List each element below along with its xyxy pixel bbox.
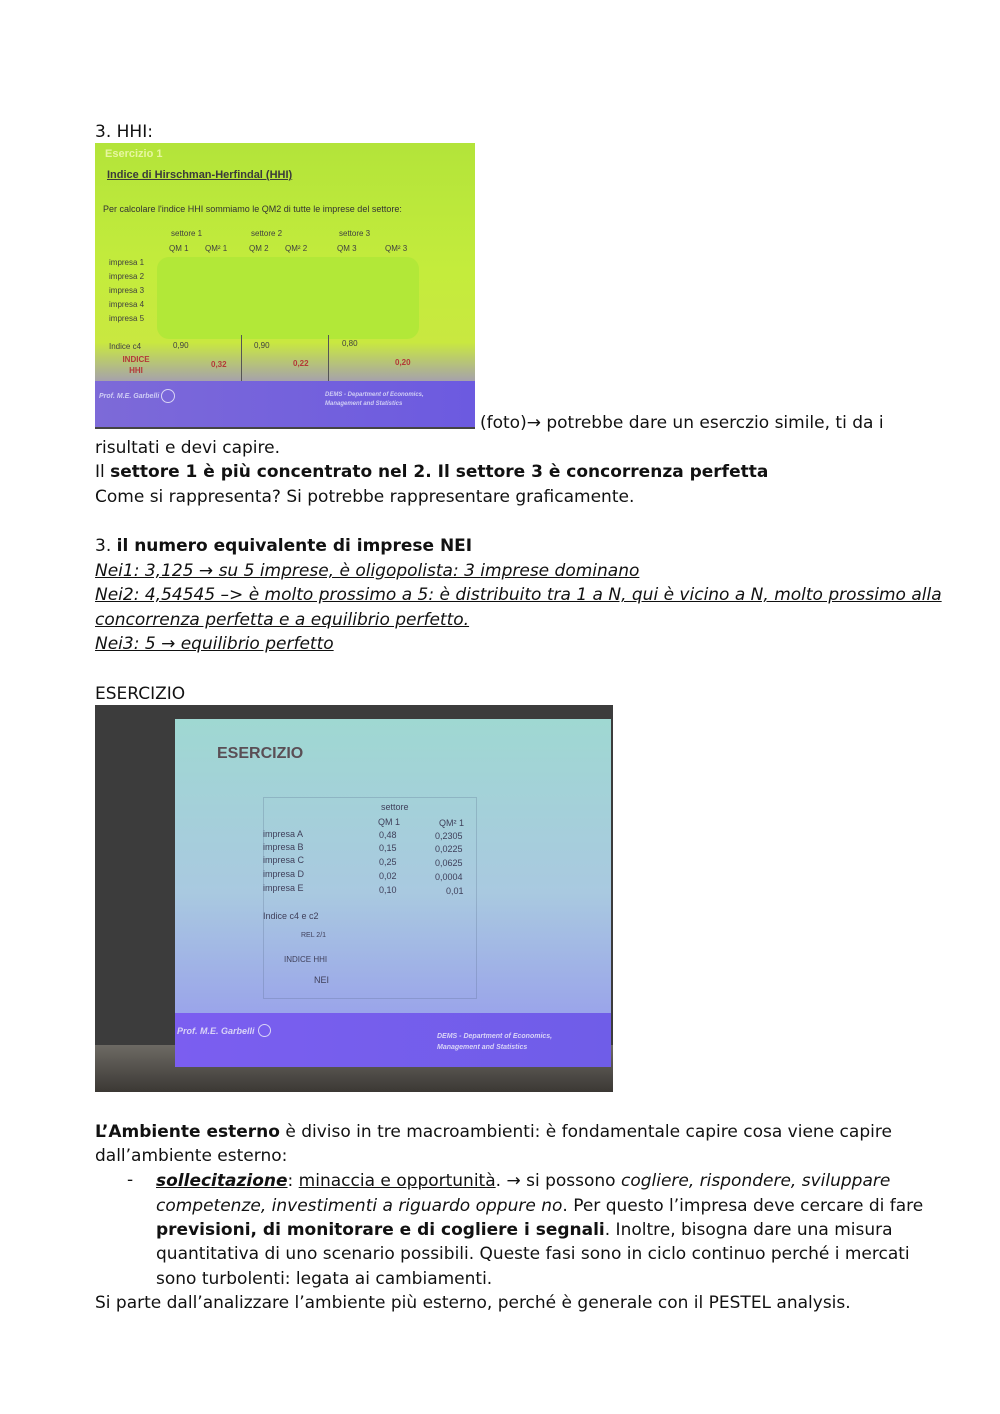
- bullet-line-1: [156, 1169, 890, 1193]
- competenze-text: competenze, investimenti a riguardo oppure no: [156, 1196, 563, 1216]
- sector-label: settore 3: [339, 229, 371, 238]
- column-divider: [241, 335, 242, 381]
- hhi-value: 0,32: [211, 360, 227, 369]
- qm-value: 0,25: [379, 857, 397, 867]
- column-header: QM 1: [169, 244, 189, 253]
- slide-description: Per calcolare l'indice HHI sommiamo le QM2 di tutte le imprese del settore:: [103, 204, 402, 214]
- nei-heading: il numero equivalente di imprese NEI: [116, 536, 473, 556]
- slide-exercise-label: Esercizio 1: [105, 148, 163, 160]
- cogliere-text: cogliere, rispondere, sviluppare: [620, 1171, 891, 1191]
- nei-prefix: 3.: [95, 536, 117, 556]
- bullet-line-3: [156, 1218, 893, 1242]
- nei2-line-continued: concorrenza perfetta e a equilibrio perfetto.: [95, 610, 470, 630]
- qm2-value: 0,2305: [435, 831, 463, 841]
- nei-label: NEI: [314, 975, 330, 985]
- hhi-value: 0,20: [395, 358, 411, 367]
- colon: :: [287, 1171, 299, 1191]
- c4-value: 0,80: [342, 339, 358, 348]
- heading-esercizio: ESERCIZIO: [95, 684, 186, 704]
- row-label: impresa D: [263, 869, 305, 879]
- sector-label: settore 2: [251, 229, 283, 238]
- slide-title: ESERCIZIO: [217, 745, 304, 762]
- row-label: impresa A: [263, 829, 304, 839]
- column-header: QM 3: [337, 244, 357, 253]
- slide-footer-department: DEMS - Department of Economics, Management and Statistics: [325, 392, 424, 407]
- c4-value: 0,90: [254, 341, 270, 350]
- bullet-line-2-rest: . Per questo l’impresa deve cercare di fare: [562, 1196, 924, 1216]
- slide-footer-author: Prof. M.E. Garbelli: [99, 393, 160, 400]
- nei1-line: Nei1: 3,125 → su 5 imprese, è oligopolista: 3 imprese dominano: [95, 561, 640, 581]
- qm2-value: 0,0625: [435, 858, 463, 868]
- nei2-line: Nei2: 4,54545 –> è molto prossimo a 5: è distribuito tra 1 a N, qui è vicino a N, molto prossimo alla: [95, 585, 942, 605]
- slide-title: Indice di Hirschman-Herfindal (HHI): [107, 169, 293, 181]
- rel-label: REL 2/1: [301, 932, 327, 939]
- logo-icon: [258, 1024, 271, 1037]
- column-header: QM² 2: [285, 244, 308, 253]
- sector-header: settore: [381, 802, 409, 812]
- row-label: impresa B: [263, 842, 304, 852]
- hhi-value: 0,22: [293, 359, 309, 368]
- row-label: impresa 3: [109, 286, 145, 295]
- text-results: risultati e devi capire.: [95, 438, 280, 458]
- qm-value: 0,15: [379, 843, 397, 853]
- text-rappresenta: Come si rappresenta? Si potrebbe rappresentare graficamente.: [95, 487, 635, 507]
- column-header: QM² 1: [439, 818, 465, 828]
- bullet-line-2: [156, 1194, 923, 1218]
- column-header: QM² 1: [205, 244, 228, 253]
- row-label: impresa E: [263, 883, 304, 893]
- logo-icon: [161, 389, 175, 403]
- minaccia-term: minaccia e opportunità: [298, 1171, 496, 1191]
- row-label: impresa 2: [109, 272, 145, 281]
- sector-label: settore 1: [171, 229, 203, 238]
- ambiente-rest: è diviso in tre macroambienti: è fondamentale capire cosa viene capire: [279, 1122, 892, 1142]
- column-header: QM 2: [249, 244, 269, 253]
- row-label: impresa C: [263, 855, 305, 865]
- row-label: impresa 4: [109, 300, 145, 309]
- ambiente-line-2: dall’ambiente esterno:: [95, 1146, 288, 1166]
- heading-nei: [95, 534, 472, 558]
- column-divider: [328, 335, 329, 381]
- indice-hhi-label: INDICE HHI: [122, 355, 150, 375]
- bullet-dash: -: [127, 1170, 134, 1190]
- qm-value: 0,02: [379, 871, 397, 881]
- indice-hhi-label: INDICE HHI: [284, 955, 328, 964]
- heading-hhi: 3. HHI:: [95, 122, 153, 142]
- slide-photo-hhi: [95, 143, 475, 428]
- qm2-value: 0,0004: [435, 872, 463, 882]
- qm-value: 0,48: [379, 830, 397, 840]
- qm2-value: 0,01: [446, 886, 464, 896]
- text-sector-bold: settore 1 è più concentrato nel 2. Il settore 3 è concorrenza perfetta: [110, 462, 769, 482]
- bullet-line-3-rest: . Inoltre, bisogna dare una misura: [604, 1220, 893, 1240]
- photo-caption: (foto)→ potrebbe dare un eserczio simile, ti da i: [480, 413, 884, 433]
- row-label: impresa 5: [109, 314, 145, 323]
- bullet-line-5: sono turbolenti: legata ai cambiamenti.: [156, 1269, 493, 1289]
- bullet-line-4: quantitativa di uno scenario possibili. Queste fasi sono in ciclo continuo perché i mercati: [156, 1244, 910, 1264]
- table-highlight-box: [157, 257, 419, 339]
- column-header: QM 1: [378, 817, 401, 827]
- previsioni-text: previsioni, di monitorare e di cogliere i segnali: [156, 1220, 605, 1240]
- indice-c4-c2-label: Indice c4 e c2: [263, 911, 319, 921]
- after-minaccia: . → si possono: [495, 1171, 621, 1191]
- row-label: impresa 1: [109, 258, 145, 267]
- ambiente-bold: L’Ambiente esterno: [95, 1122, 280, 1142]
- text-il: Il: [95, 462, 111, 482]
- pestel-line: Si parte dall’analizzare l’ambiente più esterno, perché è generale con il PESTEL analysis.: [95, 1293, 851, 1313]
- column-header: QM² 3: [385, 244, 408, 253]
- indice-c4-label: Indice c4: [109, 342, 142, 351]
- ambiente-line-1: [95, 1120, 892, 1144]
- slide-footer-author: Prof. M.E. Garbelli: [177, 1026, 255, 1036]
- slide-photo-esercizio: [95, 705, 613, 1092]
- photo-border-bottom: [95, 427, 475, 429]
- qm2-value: 0,0225: [435, 844, 463, 854]
- text-sector-comparison: [95, 460, 768, 484]
- sollecitazione-term: sollecitazione: [156, 1171, 288, 1191]
- qm-value: 0,10: [379, 885, 397, 895]
- nei3-line: Nei3: 5 → equilibrio perfetto: [95, 634, 334, 654]
- c4-value: 0,90: [173, 341, 189, 350]
- slide-footer-department: DEMS - Department of Economics, Management and Statistics: [437, 1033, 553, 1051]
